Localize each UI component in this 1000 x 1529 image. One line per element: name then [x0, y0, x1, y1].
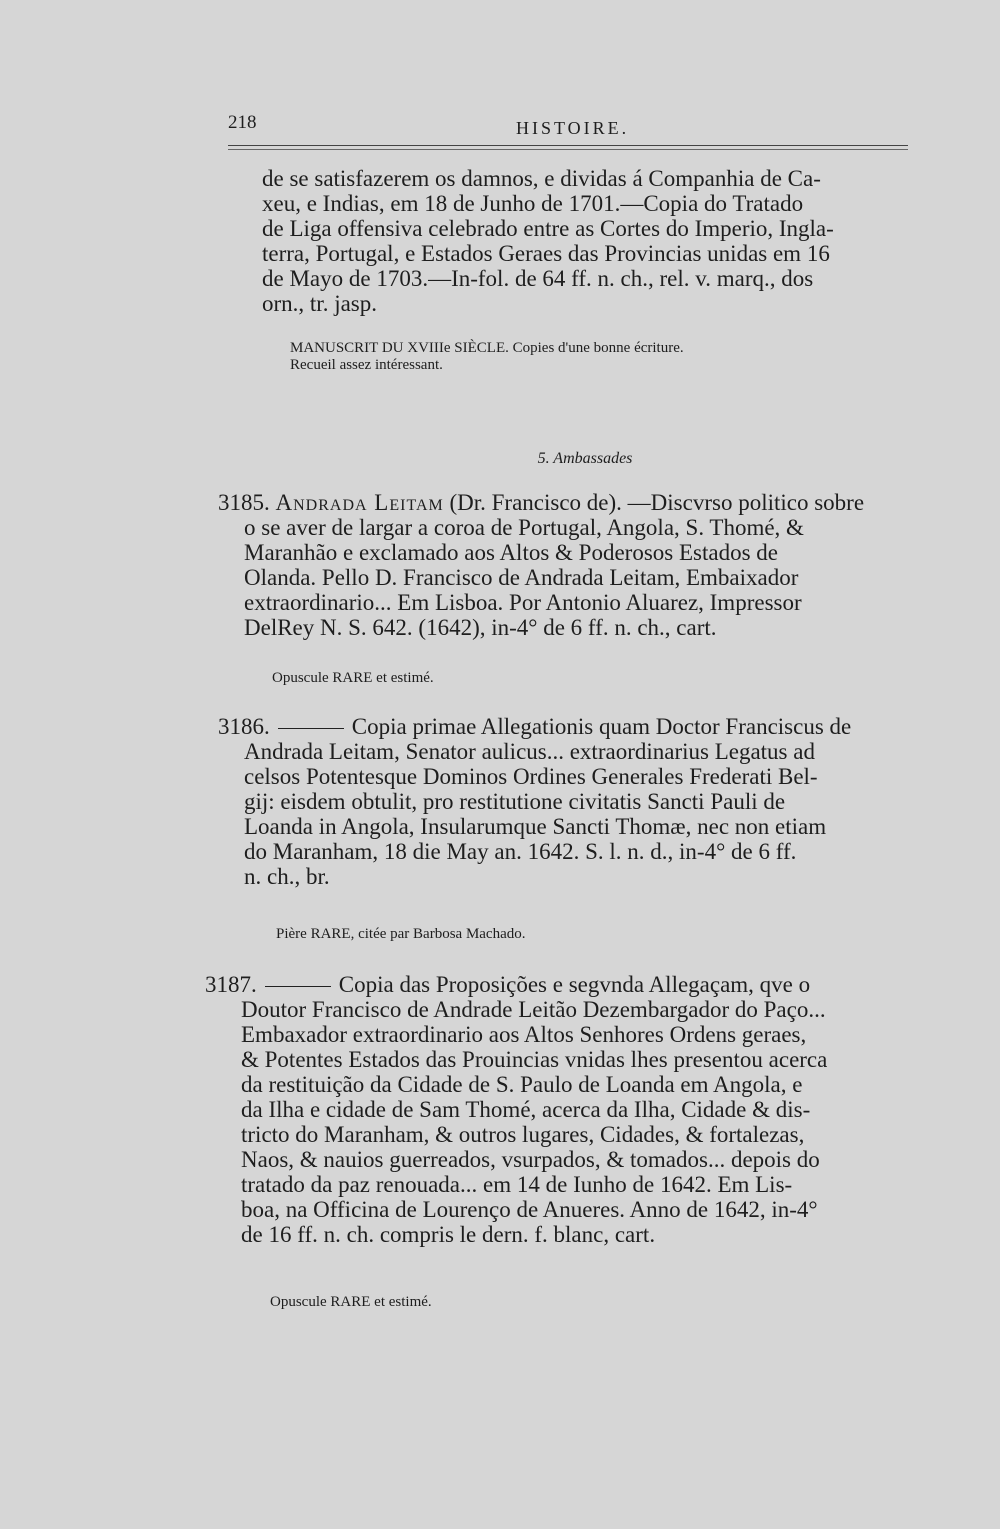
- continuation-paragraph: [262, 166, 908, 316]
- text-line: gij: eisdem obtulit, pro restitutione civitatis Sancti Pauli de: [244, 789, 786, 814]
- running-title: HISTOIRE.: [516, 118, 630, 138]
- text-line: celsos Potentesque Dominos Ordines Generales Frederati Bel-: [244, 764, 818, 789]
- text-line: de 16 ff. n. ch. compris le dern. f. blanc, cart.: [241, 1222, 656, 1247]
- text-line: boa, na Officina de Lourenço de Anueres. Anno de 1642, in-4°: [241, 1197, 818, 1222]
- text-line: orn., tr. jasp.: [262, 291, 377, 316]
- text-line: n. ch., br.: [244, 864, 330, 889]
- entry-text: (Dr. Francisco de). —Discvrso politico sobre: [449, 490, 865, 515]
- text-line: Naos, & nauios guerreados, vsurpados, & tomados... depois do: [241, 1147, 820, 1172]
- entry-number: 3187.: [205, 972, 257, 997]
- text-line: o se aver de largar a coroa de Portugal, Angola, S. Thomé, &: [244, 515, 804, 540]
- entry-note: Opuscule RARE et estimé.: [270, 1294, 432, 1310]
- text-line: de Liga offensiva celebrado entre as Cortes do Imperio, Ingla-: [262, 216, 834, 241]
- note-line: Recueil assez intéressant.: [290, 357, 443, 373]
- text-line: Maranhão e exclamado aos Altos & Poderosos Estados de: [244, 540, 778, 565]
- entry-note: Pière RARE, citée par Barbosa Machado.: [276, 926, 526, 942]
- entry-3186: [218, 714, 908, 889]
- header-rule: [228, 145, 908, 146]
- text-line: xeu, e Indias, em 18 de Junho de 1701.—Copia do Tratado: [262, 191, 804, 216]
- section-heading: 5. Ambassades: [537, 450, 633, 467]
- entry-number: 3186.: [218, 714, 270, 739]
- page-header: [228, 112, 908, 152]
- entry-text: Copia das Proposições e segvnda Allegaçam, qve o: [338, 972, 811, 997]
- continuation-note: [290, 340, 890, 374]
- text-line: Loanda in Angola, Insularumque Sancti Thomæ, nec non etiam: [244, 814, 827, 839]
- text-line: de Mayo de 1703.—In-fol. de 64 ff. n. ch., rel. v. marq., dos: [262, 266, 814, 291]
- text-line: Andrada Leitam, Senator aulicus... extraordinarius Legatus ad: [244, 739, 815, 764]
- text-line: Embaxador extraordinario aos Altos Senhores Ordens geraes,: [241, 1022, 807, 1047]
- text-line: & Potentes Estados das Prouincias vnidas lhes presentou acerca: [241, 1047, 828, 1072]
- text-line: extraordinario... Em Lisboa. Por Antonio Aluarez, Impressor: [244, 590, 802, 615]
- text-line: da restituição da Cidade de S. Paulo de Loanda em Angola, e: [241, 1072, 803, 1097]
- text-line: da Ilha e cidade de Sam Thomé, acerca da Ilha, Cidade & dis-: [241, 1097, 811, 1122]
- ditto-dash: [265, 986, 331, 987]
- entry-note: Opuscule RARE et estimé.: [272, 670, 434, 686]
- entry-3185: [218, 490, 908, 640]
- entry-number: 3185.: [218, 490, 270, 515]
- text-line: tricto do Maranham, & outros lugares, Cidades, & fortalezas,: [241, 1122, 805, 1147]
- entry-3187: [205, 972, 895, 1247]
- text-line: Doutor Francisco de Andrade Leitão Dezembargador do Paço...: [241, 997, 826, 1022]
- text-line: terra, Portugal, e Estados Geraes das Provincias unidas em 16: [262, 241, 830, 266]
- page-number: 218: [228, 112, 257, 133]
- entry-author: Andrada Leitam: [275, 490, 444, 515]
- text-line: [218, 490, 908, 515]
- text-line: de se satisfazerem os damnos, e dividas á Companhia de Ca-: [262, 166, 821, 191]
- text-line: DelRey N. S. 642. (1642), in-4° de 6 ff. n. ch., cart.: [244, 615, 717, 640]
- entry-text: Copia primae Allegationis quam Doctor Franciscus de: [351, 714, 852, 739]
- text-line: Olanda. Pello D. Francisco de Andrada Leitam, Embaixador: [244, 565, 799, 590]
- text-line: do Maranham, 18 die May an. 1642. S. l. n. d., in-4° de 6 ff.: [244, 839, 797, 864]
- ditto-dash: [278, 728, 344, 729]
- text-line: [205, 972, 895, 997]
- text-line: [218, 714, 908, 739]
- header-rule: [228, 149, 908, 150]
- text-line: tratado da paz renouada... em 14 de Iunho de 1642. Em Lis-: [241, 1172, 793, 1197]
- note-line: MANUSCRIT DU XVIIIe SIÈCLE. Copies d'une bonne écriture.: [290, 340, 684, 356]
